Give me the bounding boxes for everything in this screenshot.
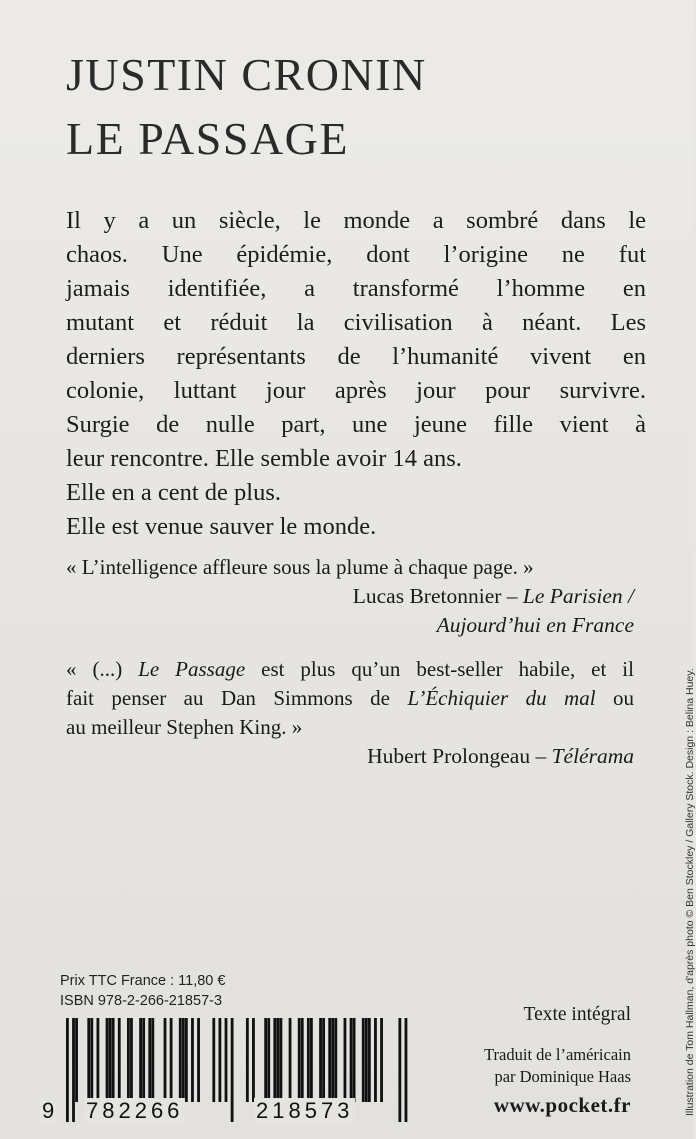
quote-separator: –	[501, 584, 523, 608]
barcode-bar	[90, 1018, 93, 1102]
barcode-bar	[276, 1018, 279, 1102]
barcode-bar	[365, 1018, 368, 1102]
publisher-website: www.pocket.fr	[493, 1093, 631, 1117]
quote-attribution	[66, 582, 634, 611]
quote-book-title: Le Passage	[138, 657, 246, 681]
quote-line	[66, 655, 634, 684]
blurb-line: chaos. Une épidémie, dont l’origine ne fut	[66, 241, 646, 268]
barcode-bar	[148, 1018, 151, 1102]
barcode-bar	[280, 1018, 283, 1102]
quote-source-cont: Aujourd’hui en France	[436, 613, 634, 637]
quote-author: Lucas Bretonnier	[352, 584, 502, 608]
barcode-bar	[307, 1018, 310, 1102]
barcode-bar	[368, 1018, 371, 1102]
quote-open: « (...)	[66, 657, 139, 681]
barcode-bar	[353, 1018, 356, 1102]
barcode-group-left: 782266	[86, 1098, 184, 1123]
price-label: Prix TTC France : 11,80 €	[60, 973, 226, 989]
quote-attribution	[66, 742, 634, 771]
blurb-line: derniers représentants de l’humanité vivent en	[66, 343, 646, 370]
quote-text: ou	[595, 686, 634, 710]
barcode-bar	[380, 1018, 383, 1102]
translation-line: par Dominique Haas	[494, 1067, 631, 1086]
barcode-bar	[289, 1018, 292, 1102]
barcode-group-right: 218573	[256, 1098, 354, 1123]
blurb-line: Elle en a cent de plus.	[66, 479, 281, 506]
author-name: JUSTIN CRONIN	[66, 49, 427, 100]
barcode-bar	[97, 1018, 100, 1102]
quote-line: au meilleur Stephen King. »	[66, 715, 303, 739]
barcode-bar	[109, 1018, 112, 1102]
press-quote-2	[66, 655, 634, 771]
quote-attribution-cont	[66, 611, 634, 640]
barcode-bar	[264, 1018, 267, 1102]
barcode-bar	[310, 1018, 313, 1102]
barcode-bar	[130, 1018, 133, 1102]
isbn-label: ISBN 978-2-266-21857-3	[60, 993, 223, 1009]
texte-integral-label: Texte intégral	[523, 1004, 631, 1025]
translation-credit	[484, 1044, 631, 1088]
barcode-bar	[182, 1018, 185, 1102]
quote-text: est plus qu’un best-seller habile, et il	[245, 657, 634, 681]
quote-line	[66, 684, 634, 713]
quote-text: « L’intelligence affleure sous la plume à chaque page. »	[66, 555, 534, 579]
barcode-bar	[362, 1018, 365, 1102]
blurb-line: Surgie de nulle part, une jeune fille vient à	[66, 411, 646, 438]
barcode-bar	[301, 1018, 304, 1102]
barcode-bar	[75, 1018, 78, 1102]
quote-text: fait penser au Dan Simmons de	[66, 686, 408, 710]
quote-author: Hubert Prolongeau	[367, 744, 531, 768]
barcode-bar	[191, 1018, 194, 1102]
blurb	[66, 204, 646, 544]
barcode-bar	[246, 1018, 249, 1102]
barcode-digit-first: 9	[42, 1098, 55, 1123]
barcode-bar	[273, 1018, 276, 1102]
press-quote-1	[66, 553, 634, 640]
barcode-bar	[127, 1018, 130, 1102]
barcode-bar	[185, 1018, 188, 1102]
barcode-bar	[225, 1018, 228, 1102]
quote-separator: –	[530, 744, 552, 768]
blurb-line: jamais identifiée, a transformé l’homme en	[66, 275, 646, 302]
barcode-bar	[197, 1018, 200, 1102]
barcode-bar	[328, 1018, 331, 1102]
barcode-bar	[344, 1018, 347, 1102]
barcode-digits	[40, 1098, 420, 1124]
quote-source: Télérama	[551, 744, 634, 768]
barcode-bar	[331, 1018, 334, 1102]
barcode-bar	[170, 1018, 173, 1102]
barcode-bar	[112, 1018, 115, 1102]
barcode-bar	[219, 1018, 222, 1102]
barcode-bar	[212, 1018, 215, 1102]
barcode-bar	[350, 1018, 353, 1102]
barcode-bar	[139, 1018, 142, 1102]
barcode-bar	[142, 1018, 145, 1102]
blurb-line: Elle est venue sauver le monde.	[66, 513, 377, 540]
barcode-bar	[164, 1018, 167, 1102]
barcode-bar	[106, 1018, 109, 1102]
quote-book-title: L’Échiquier du mal	[407, 686, 596, 710]
barcode-bar	[118, 1018, 121, 1102]
blurb-line: leur rencontre. Elle semble avoir 14 ans.	[66, 445, 462, 472]
barcode-bar	[319, 1018, 322, 1102]
blurb-line: mutant et réduit la civilisation à néant. Les	[66, 309, 646, 336]
barcode-bar	[334, 1018, 337, 1102]
barcode-bar	[374, 1018, 377, 1102]
barcode-bar	[87, 1018, 90, 1102]
translation-line: Traduit de l’américain	[484, 1045, 631, 1064]
blurb-line: Il y a un siècle, le monde a sombré dans le	[66, 207, 646, 234]
quote-source: Le Parisien /	[522, 584, 634, 608]
book-title: LE PASSAGE	[66, 113, 349, 164]
barcode-bar	[298, 1018, 301, 1102]
barcode-bar	[179, 1018, 182, 1102]
barcode-bar	[267, 1018, 270, 1102]
illustration-credit: Illustration de Tom Hallman, d'après photo © Ben Stockley / Gallery Stock. Design : Belina Huey.	[684, 668, 696, 1116]
barcode-bar	[151, 1018, 154, 1102]
barcode-bar	[322, 1018, 325, 1102]
barcode-bar	[252, 1018, 255, 1102]
blurb-line: colonie, luttant jour après jour pour survivre.	[66, 377, 646, 404]
